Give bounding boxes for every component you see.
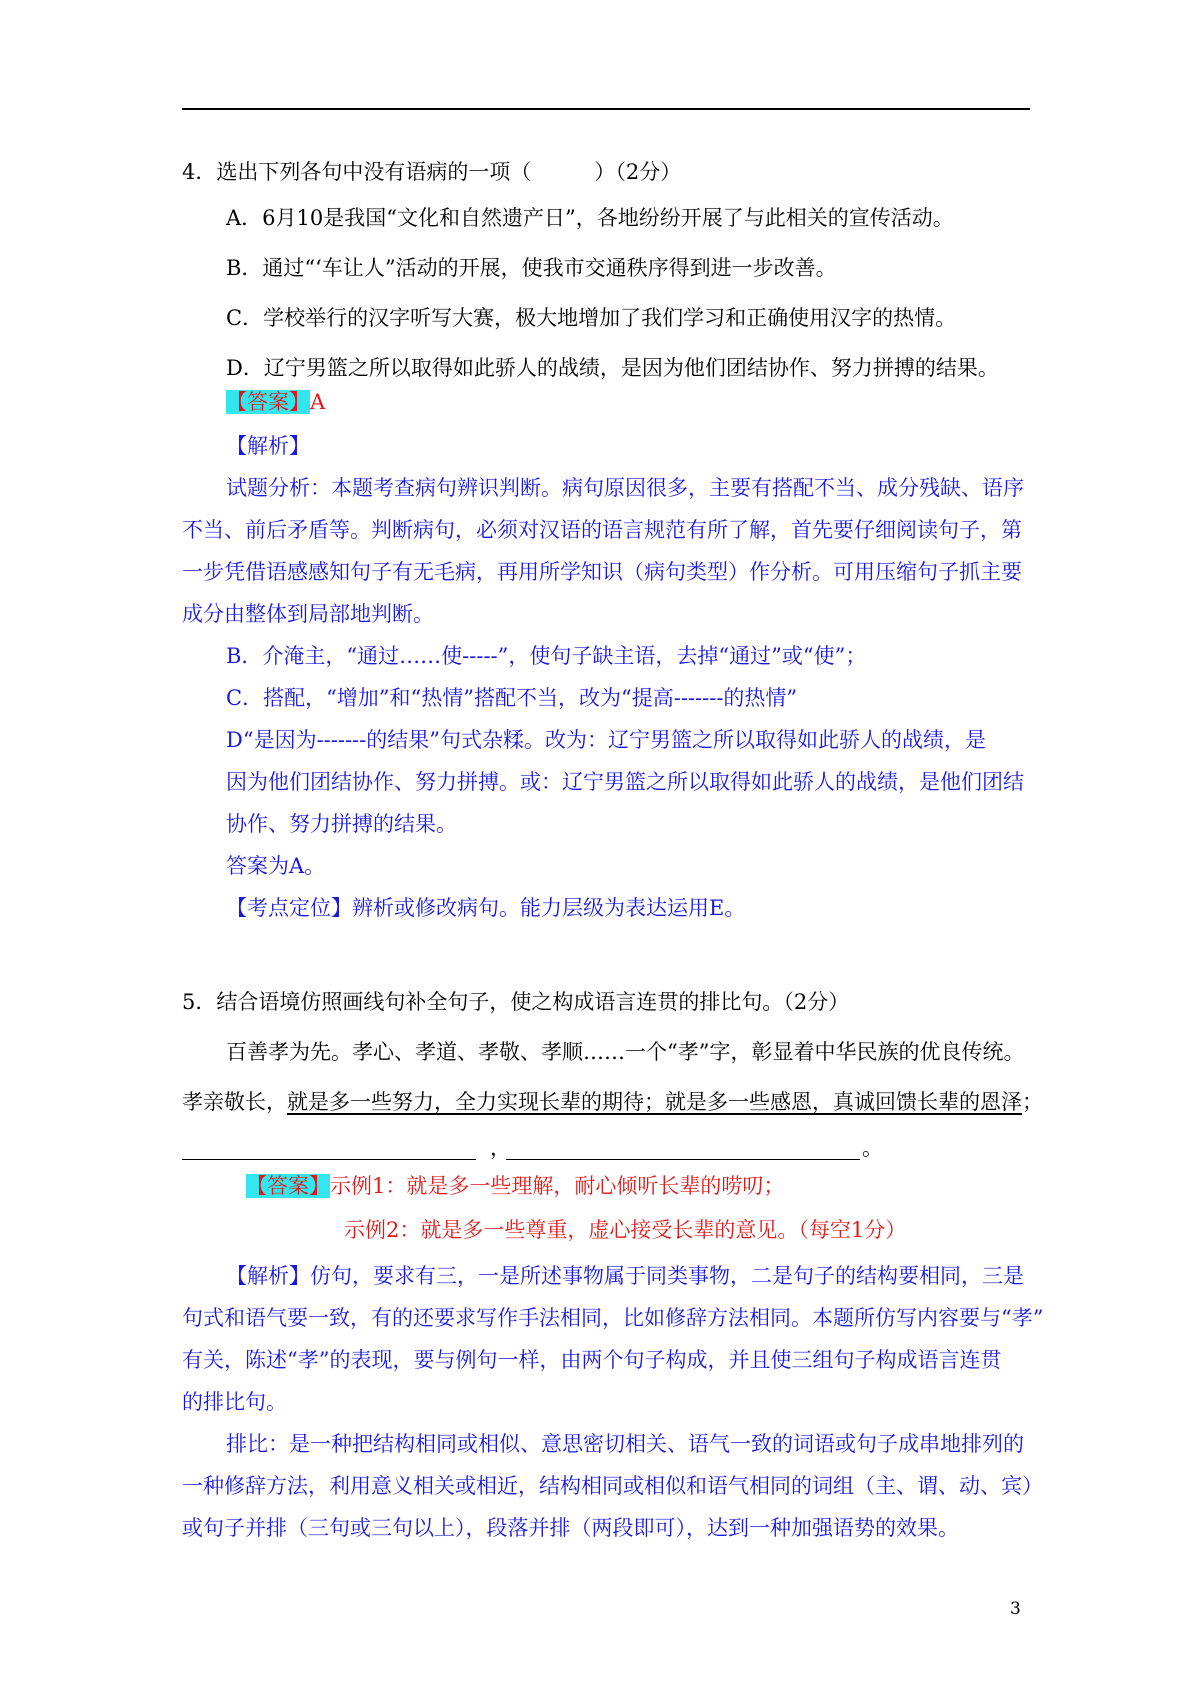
q5-para2-prefix: 孝亲敬长， <box>182 1090 287 1114</box>
q4-analysis-line: 一步凭借语感感知句子有无毛病，再用所学知识（病句类型）作分析。可用压缩句子抓主要 <box>182 560 1022 584</box>
q4-analysis-label: 【解析】 <box>226 434 310 458</box>
q5-answer <box>246 1172 784 1200</box>
q5-blank-separator: ， <box>490 1136 511 1160</box>
q5-para1: 百善孝为先。孝心、孝道、孝敬、孝顺……一个“孝”字，彰显着中华民族的优良传统。 <box>226 1040 1025 1064</box>
q4-option-a: A．6月10是我国“文化和自然遗产日”，各地纷纷开展了与此相关的宣传活动。 <box>226 206 954 230</box>
q4-option-d: D．辽宁男篮之所以取得如此骄人的战绩，是因为他们团结协作、努力拼搏的结果。 <box>226 356 999 380</box>
q5-analysis-first <box>226 1262 1024 1290</box>
q5-stem: 5．结合语境仿照画线句补全句子，使之构成语言连贯的排比句。（2分） <box>182 990 850 1014</box>
q5-answer-line2: 示例2：就是多一些尊重，虚心接受长辈的意见。（每空1分） <box>344 1218 907 1242</box>
q5-blank-end: 。 <box>862 1136 883 1160</box>
q5-analysis-line: 排比：是一种把结构相同或相似、意思密切相关、语气一致的词语或句子成串地排列的 <box>226 1432 1024 1456</box>
q5-analysis-line: 仿句，要求有三，一是所述事物属于同类事物，二是句子的结构要相同，三是 <box>310 1264 1024 1288</box>
q4-analysis-line: 不当、前后矛盾等。判断病句，必须对汉语的语言规范有所了解，首先要仔细阅读句子，第 <box>182 518 1022 542</box>
q5-analysis-line: 一种修辞方法，利用意义相关或相近，结构相同或相似和语气相同的词组（主、谓、动、宾） <box>182 1474 1043 1498</box>
q4-analysis-line: 成分由整体到局部地判断。 <box>182 602 434 626</box>
q5-para2-suffix: ； <box>1022 1090 1043 1114</box>
q5-analysis-line: 或句子并排（三句或三句以上），段落并排（两段即可），达到一种加强语势的效果。 <box>182 1516 959 1540</box>
q5-underlined-sentence: 就是多一些努力，全力实现长辈的期待；就是多一些感恩，真诚回馈长辈的恩泽 <box>287 1090 1022 1114</box>
page-number: 3 <box>1010 1599 1021 1619</box>
q4-option-b: B．通过“‘车让人”活动的开展，使我市交通秩序得到进一步改善。 <box>226 256 837 280</box>
q4-analysis-line: 试题分析：本题考查病句辨识判断。病句原因很多，主要有搭配不当、成分残缺、语序 <box>226 476 1024 500</box>
q4-analysis-line: 协作、努力拼搏的结果。 <box>226 812 457 836</box>
q5-para2 <box>182 1088 1043 1116</box>
header-rule <box>182 108 1030 110</box>
q4-answer-value: A <box>310 390 326 414</box>
q5-analysis-line: 的排比句。 <box>182 1390 287 1414</box>
q4-stem: 4．选出下列各句中没有语病的一项（ ）（2分） <box>182 160 682 184</box>
q5-answer-label: 【答案】 <box>246 1174 330 1198</box>
q4-analysis-line: B．介淹主，“通过……使-----”，使句子缺主语，去掉“通过”或“使”； <box>226 644 867 668</box>
q4-analysis-line: D“是因为-------的结果”句式杂糅。改为：辽宁男篮之所以取得如此骄人的战绩，是 <box>226 728 986 752</box>
q5-answer-line1: 示例1：就是多一些理解，耐心倾听长辈的唠叨； <box>330 1174 785 1198</box>
q4-kaodian <box>226 894 745 922</box>
q4-answer-label: 【答案】 <box>226 390 310 414</box>
q5-blank-2 <box>506 1159 860 1160</box>
q4-analysis-line: 因为他们团结协作、努力拼搏。或：辽宁男篮之所以取得如此骄人的战绩，是他们团结 <box>226 770 1024 794</box>
q5-analysis-line: 句式和语气要一致，有的还要求写作手法相同，比如修辞方法相同。本题所仿写内容要与“孝” <box>182 1306 1044 1330</box>
q4-analysis-line: C．搭配，“增加”和“热情”搭配不当，改为“提高-------的热情” <box>226 686 798 710</box>
q5-blank-1 <box>182 1159 476 1160</box>
q4-answer <box>226 388 325 416</box>
q5-analysis-label: 【解析】 <box>226 1264 310 1288</box>
q5-analysis-line: 有关，陈述“孝”的表现，要与例句一样，由两个句子构成，并且使三组句子构成语言连贯 <box>182 1348 1002 1372</box>
q4-option-c: C．学校举行的汉字听写大赛，极大地增加了我们学习和正确使用汉字的热情。 <box>226 306 957 330</box>
q4-kaodian-text: 辨析或修改病句。能力层级为表达运用E。 <box>352 896 746 920</box>
q4-kaodian-label: 【考点定位】 <box>226 896 352 920</box>
q4-analysis-line: 答案为A。 <box>226 854 326 878</box>
